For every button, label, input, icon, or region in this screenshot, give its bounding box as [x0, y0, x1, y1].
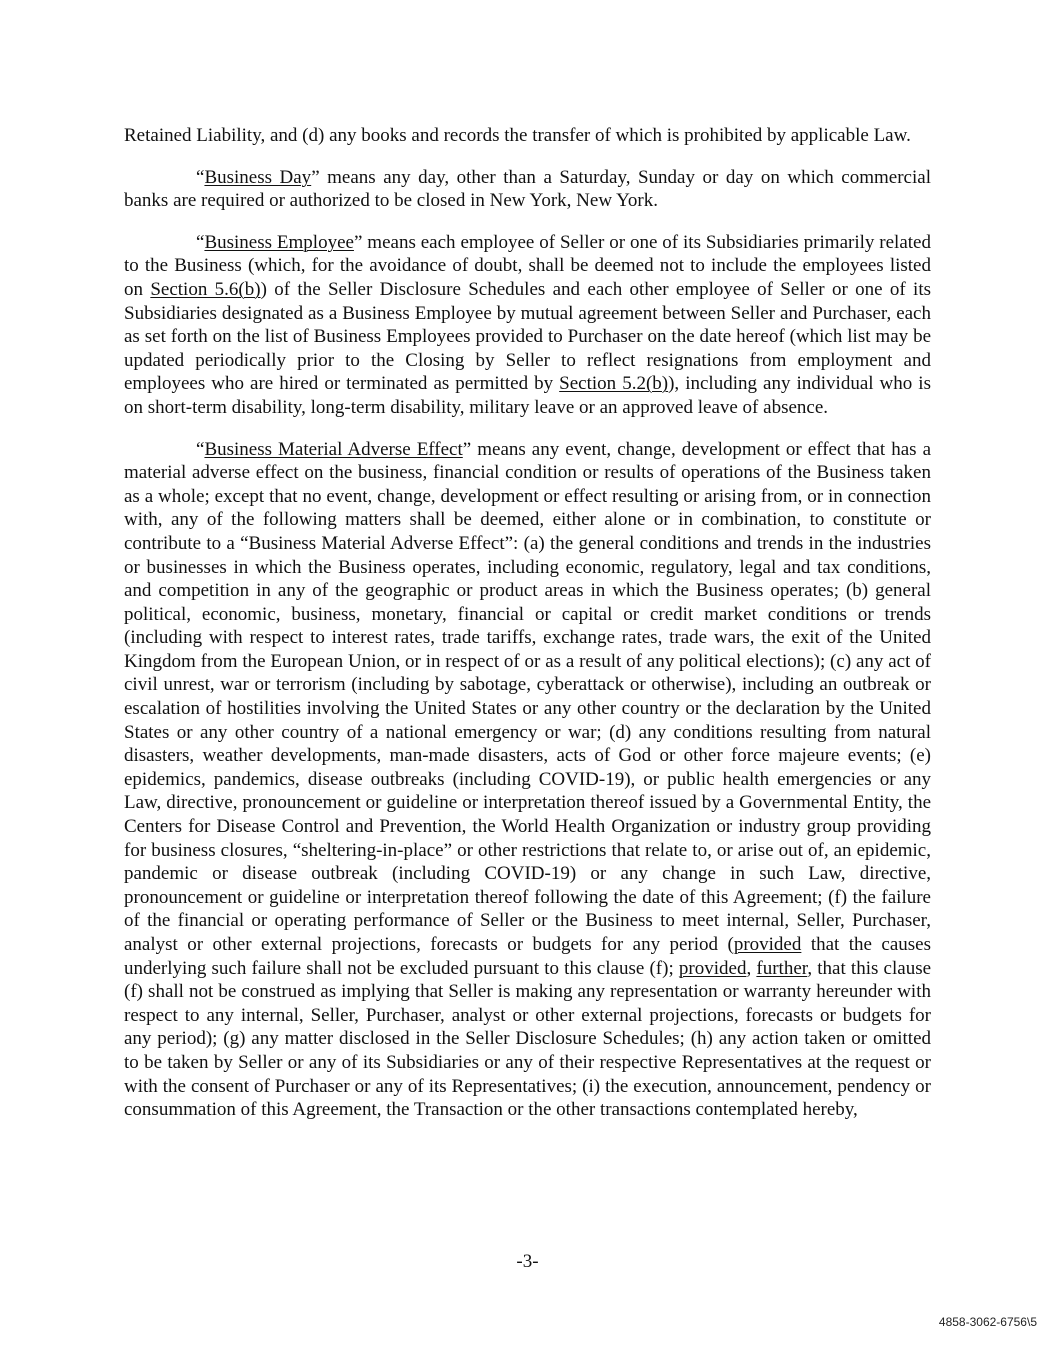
definition-business-material-adverse-effect [124, 438, 931, 1122]
definition-text: ” means any event, change, development or effect that has a material adverse effect on the business, financial condition or results of operations of the Business taken as a whole; except that no event, change, development or effect resulting or arising from, or in connection with, any of the following matters shall be deemed, either alone or in combination, to constitute or contribute to a “Business Material Adverse Effect”: (a) the general conditions and trends in the industries or businesses in which the Business operates, including economic, regulatory, legal and tax conditions, and competition in any of the geographic or product areas in which the Business operates; (b) general political, economic, business, monetary, financial or capital or credit market conditions or trends (including with respect to interest rates, trade tariffs, exchange rates, trade wars, the exit of the United Kingdom from the European Union, or in respect of or as a result of any political elections); (c) any act of civil unrest, war or terrorism (including by sabotage, cyberattack or otherwise), including an outbreak or escalation of hostilities involving the United States or any other country or the declaration by the United States or any other country of a national emergency or war; (d) any conditions resulting from natural disasters, weather developments, man-made disasters, acts of God or other force majeure events; (e) epidemics, pandemics, disease outbreaks (including COVID-19), or public health emergencies or any Law, directive, pronouncement or guideline or interpretation thereof issued by a Governmental Entity, the Centers for Disease Control and Prevention, the World Health Organization or industry group providing for business closures, “sheltering-in-place” or other restrictions that relate to, or arise out of, an epidemic, pandemic or disease outbreak (including COVID-19) or any change in such Law, directive, pronouncement or guideline or interpretation thereof following the date of this Agreement; (f) the failure of the financial or operating performance of Seller or the Business to meet internal, Seller, Purchaser, analyst or other external projections, forecasts or budgets for any period ( [124, 438, 932, 955]
emphasis-further: further [756, 957, 808, 979]
open-quote: “ [196, 166, 205, 188]
definition-text: ) of the Seller Disclosure Schedules and each other employee of Seller or one of its Subsidiaries designated as a Business Employee by mutual agreement between Seller and Purchaser, each as set forth on the list of Business Employees provided to Purchaser on the date hereof (which list may be updated periodically prior to the Closing by Seller to reflect resignations from employment and employees who are hired or terminated as permitted by [124, 278, 932, 395]
emphasis-provided: provided [733, 934, 802, 955]
defined-term-business-material-adverse-effect: Business Material Adverse Effect [204, 438, 463, 460]
page-number: -3- [516, 1251, 539, 1272]
defined-term-business-employee: Business Employee [204, 231, 354, 253]
definition-business-day [124, 166, 931, 213]
defined-term-business-day: Business Day [204, 166, 312, 188]
definition-text: ), including any individual who is on short-term disability, long-term disability, military leave or an approved leave of absence. [124, 373, 931, 418]
section-reference-5-2-b: Section 5.2(b) [559, 373, 669, 395]
open-quote: “ [196, 438, 205, 460]
definition-text: , that this clause (f) shall not be construed as implying that Seller is making any representation or warranty hereunder with respect to any internal, Seller, Purchaser, analyst or other external projections, forecasts or budgets for any period); (g) any matter disclosed in the Seller Disclosure Schedules; (h) any action taken or omitted to be taken by Seller or any of its Subsidiaries or any of their respective Representatives at the request or with the consent of Purchaser or any of its Representatives; (i) the execution, announcement, pendency or consummation of this Agreement, the Transaction or the other transactions contemplated hereby, [124, 957, 932, 1121]
paragraph-text: Retained Liability, and (d) any books and records the transfer of which is prohibited by applicable Law. [124, 125, 911, 146]
document-body [124, 124, 931, 1140]
section-reference-5-6-b: Section 5.6(b) [150, 278, 261, 300]
definition-business-employee [124, 231, 931, 420]
paragraph-retained-liability [124, 124, 931, 148]
emphasis-provided: provided [678, 957, 747, 979]
definition-text: ” means each employee of Seller or one of its Subsidiaries primarily related to the Business (which, for the avoidance of doubt, shall be deemed not to include the employees listed on [124, 231, 931, 300]
document-id: 4858-3062-6756\5 [938, 1315, 1037, 1329]
open-quote: “ [196, 231, 205, 253]
definition-text: that the causes underlying such failure shall not be excluded pursuant to this clause (f); [124, 934, 931, 979]
definition-text: ” means any day, other than a Saturday, Sunday or day on which commercial banks are required or authorized to be closed in New York, New York. [124, 166, 931, 212]
definition-text: , [746, 957, 757, 979]
